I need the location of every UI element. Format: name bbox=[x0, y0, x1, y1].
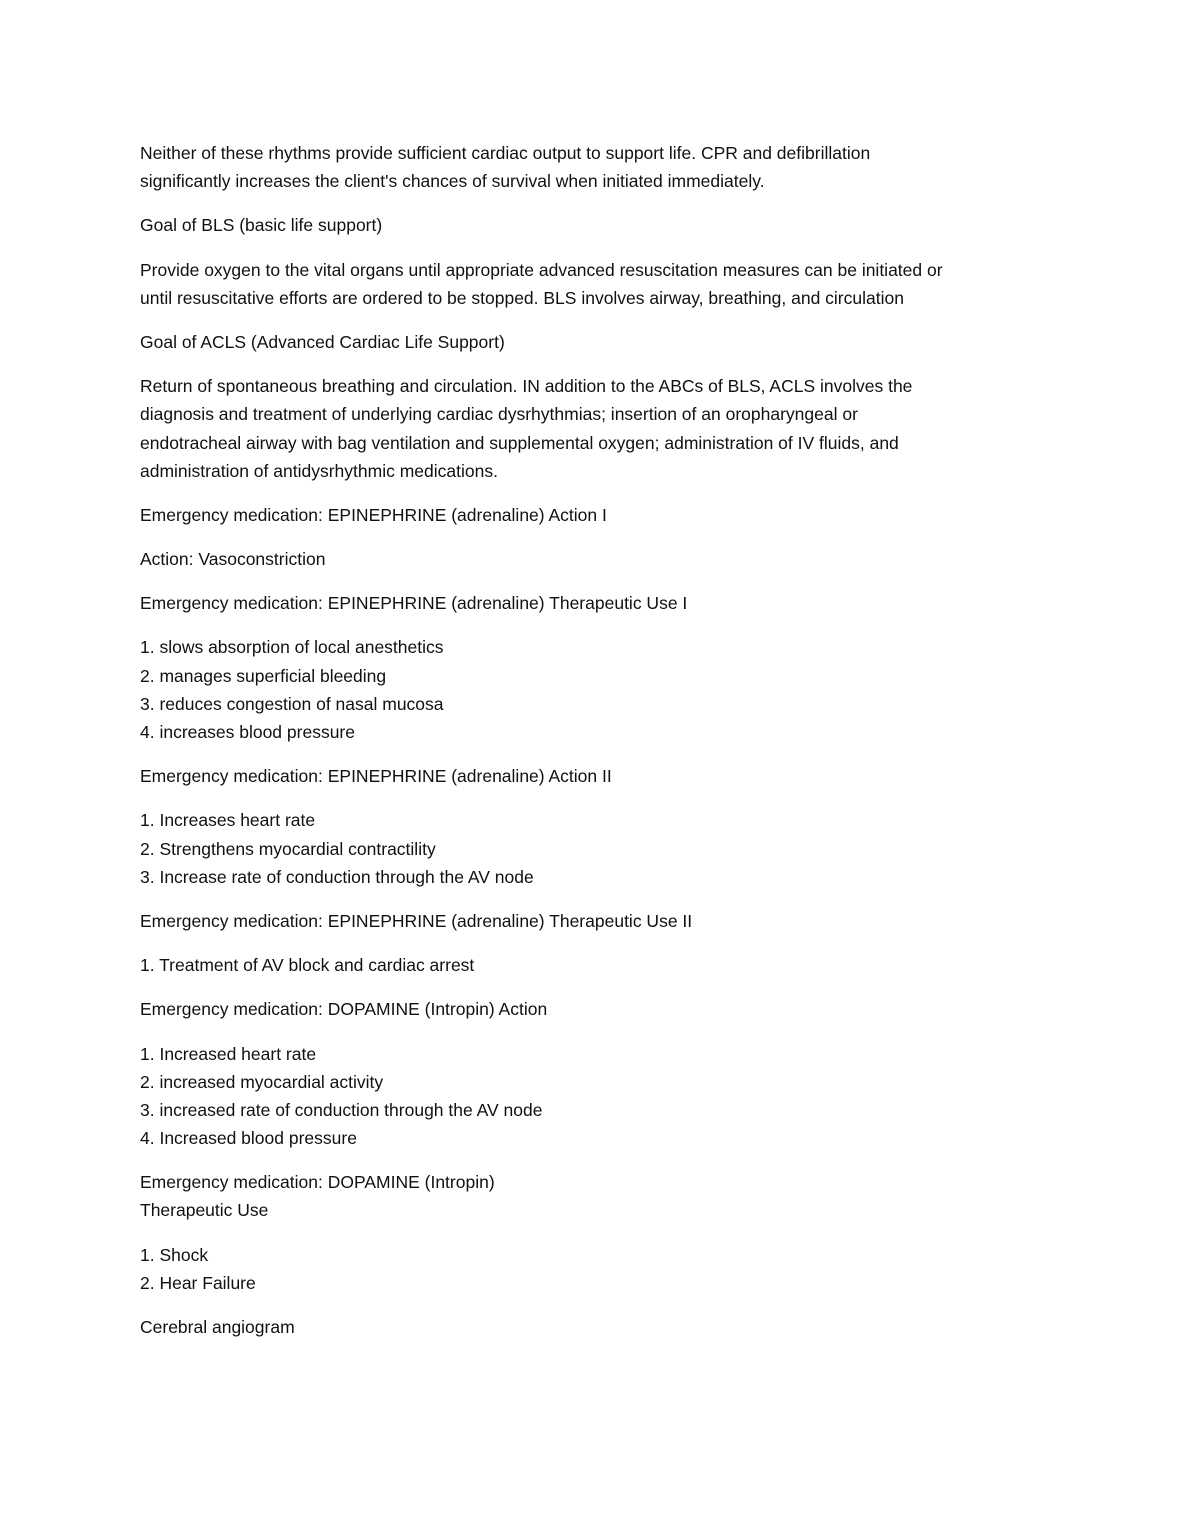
paragraph bbox=[140, 1313, 1070, 1341]
text-line: 1. Treatment of AV block and cardiac arrest bbox=[140, 955, 475, 976]
text-line: Emergency medication: DOPAMINE (Intropin) bbox=[140, 1172, 495, 1193]
text-line: Emergency medication: EPINEPHRINE (adrenaline) Action II bbox=[140, 766, 612, 787]
text-line: Emergency medication: EPINEPHRINE (adrenaline) Action I bbox=[140, 504, 607, 525]
paragraph bbox=[140, 633, 1070, 746]
paragraph bbox=[140, 1241, 1070, 1297]
paragraph bbox=[140, 211, 1070, 239]
text-line: significantly increases the client's chances of survival when initiated immediately. bbox=[140, 171, 765, 192]
text-line: 2. Hear Failure bbox=[140, 1272, 256, 1293]
text-line: administration of antidysrhythmic medications. bbox=[140, 460, 498, 481]
text-line: until resuscitative efforts are ordered to be stopped. BLS involves airway, breathing, and circulation bbox=[140, 287, 904, 308]
paragraph bbox=[140, 256, 1070, 312]
text-line: 4. Increased blood pressure bbox=[140, 1128, 357, 1149]
paragraph bbox=[140, 907, 1070, 935]
paragraph bbox=[140, 951, 1070, 979]
paragraph bbox=[140, 545, 1070, 573]
text-line: 1. Increases heart rate bbox=[140, 810, 316, 831]
text-line: endotracheal airway with bag ventilation and supplemental oxygen; administration of IV fluids, and bbox=[140, 432, 899, 453]
text-line: Emergency medication: EPINEPHRINE (adrenaline) Therapeutic Use I bbox=[140, 593, 688, 614]
paragraph bbox=[140, 762, 1070, 790]
text-line: 3. reduces congestion of nasal mucosa bbox=[140, 693, 444, 714]
text-line: Provide oxygen to the vital organs until appropriate advanced resuscitation measures can be initiated or bbox=[140, 259, 943, 280]
text-line: 4. increases blood pressure bbox=[140, 722, 355, 742]
text-line: 3. Increase rate of conduction through the AV node bbox=[140, 866, 534, 887]
text-line: Therapeutic Use bbox=[140, 1200, 269, 1221]
text-line: Neither of these rhythms provide sufficient cardiac output to support life. CPR and defibrillation bbox=[140, 143, 871, 163]
text-line: 1. slows absorption of local anesthetics bbox=[140, 637, 444, 658]
text-line: Emergency medication: DOPAMINE (Intropin) Action bbox=[140, 999, 548, 1020]
text-line: Cerebral angiogram bbox=[140, 1317, 295, 1337]
text-line: Goal of BLS (basic life support) bbox=[140, 215, 383, 236]
paragraph bbox=[140, 1040, 1070, 1153]
document-page bbox=[140, 139, 1070, 1357]
paragraph bbox=[140, 589, 1070, 617]
paragraph bbox=[140, 1168, 1070, 1224]
text-line: diagnosis and treatment of underlying cardiac dysrhythmias; insertion of an oropharyngeal or bbox=[140, 404, 858, 425]
text-line: 3. increased rate of conduction through the AV node bbox=[140, 1099, 543, 1120]
text-line: 2. increased myocardial activity bbox=[140, 1071, 384, 1092]
text-line: Action: Vasoconstriction bbox=[140, 549, 326, 570]
paragraph bbox=[140, 501, 1070, 529]
text-line: 1. Shock bbox=[140, 1244, 209, 1265]
paragraph bbox=[140, 806, 1070, 891]
text-line: Emergency medication: EPINEPHRINE (adrenaline) Therapeutic Use II bbox=[140, 910, 693, 931]
text-line: 1. Increased heart rate bbox=[140, 1043, 317, 1064]
paragraph bbox=[140, 995, 1070, 1023]
paragraph bbox=[140, 139, 1070, 195]
text-line: 2. Strengthens myocardial contractility bbox=[140, 838, 436, 859]
text-line: Return of spontaneous breathing and circulation. IN addition to the ABCs of BLS, ACLS involves the bbox=[140, 376, 913, 397]
paragraph bbox=[140, 328, 1070, 356]
paragraph bbox=[140, 372, 1070, 485]
text-line: Goal of ACLS (Advanced Cardiac Life Support) bbox=[140, 331, 505, 352]
text-line: 2. manages superficial bleeding bbox=[140, 665, 387, 686]
